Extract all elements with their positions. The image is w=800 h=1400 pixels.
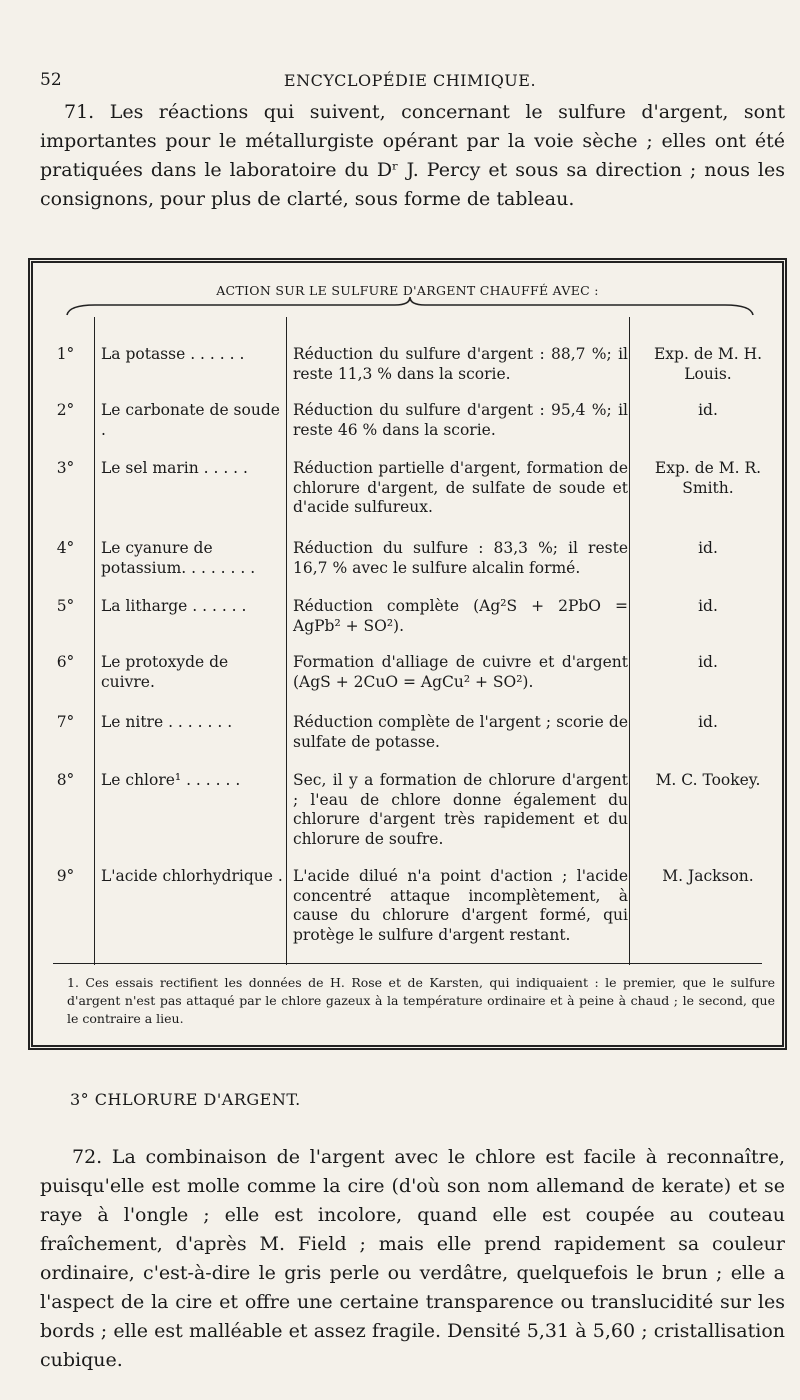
reagent: Le chlore¹ . . . . . . [101,771,241,789]
source: M. Jackson. [662,867,754,885]
column-divider [629,317,630,965]
paragraph-71: 71. Les réactions qui suivent, concernant le sulfure d'argent, sont importantes pour le métallurgiste opérant par la voie sèche ; elles ont été pratiquées dans le laboratoire du Dʳ J. Percy et sous sa direction ; nous les consignons, pour plus de clarté, sous forme de tableau. [40,101,785,210]
source: id. [698,653,718,671]
section-title: 3° CHLORURE D'ARGENT. [70,1090,301,1109]
row-number: 5° [56,597,75,615]
brace-icon [65,295,755,317]
result: Sec, il y a formation de chlorure d'argent ; l'eau de chlore donne également du chlorure d'argent très rapidement et du chlorure de soufre. [293,771,628,848]
source: id. [698,597,718,615]
result: Réduction du sulfure : 83,3 %; il reste 16,7 % avec le sulfure alcalin formé. [293,539,628,577]
paragraph-72: 72. La combinaison de l'argent avec le chlore est facile à reconnaître, puisqu'elle est molle comme la cire (d'où son nom allemand de kerate) et se raye à l'ongle ; elle est incolore, quand elle est coupée au couteau fraîchement, d'après M. Field ; mais elle prend rapidement sa couleur ordinaire, c'est-à-dire le gris perle ou verdâtre, quelquefois le brun ; elle a l'aspect de la cire et offre une certaine transparence ou translucidité sur les bords ; elle est malléable et assez fragile. Densité 5,31 à 5,60 ; cristallisation cubique. [40,1146,785,1371]
footnote: 1. Ces essais rectifient les données de H. Rose et de Karsten, qui indiquaient : le premier, que le sulfure d'argent n'est pas attaqué par le chlore gazeux à la température ordinaire et à peine à chaud ; le second, que le contraire a lieu. [67,975,775,1026]
reagent: La litharge . . . . . . [101,597,247,615]
row-number: 7° [56,713,75,731]
result: Réduction partielle d'argent, formation de chlorure d'argent, de sulfate de soude et d'acide sulfureux. [293,459,628,516]
row-number: 9° [56,867,75,885]
result: L'acide dilué n'a point d'action ; l'acide concentré attaque incomplètement, à cause du chlorure d'argent formé, qui protège le sulfure d'argent restant. [293,867,628,944]
reagent: La potasse . . . . . . [101,345,245,363]
source: M. C. Tookey. [655,771,761,789]
result: Réduction du sulfure d'argent : 88,7 %; il reste 11,3 % dans la scorie. [293,345,628,383]
row-number: 8° [56,771,75,789]
reaction-table [28,258,787,1050]
source: id. [698,401,718,419]
reagent: Le cyanure de potassium. . . . . . . . [101,539,256,577]
source: Exp. de M. H. Louis. [653,345,763,383]
row-number: 1° [56,345,75,363]
row-number: 6° [56,653,75,671]
result: Réduction du sulfure d'argent : 95,4 %; il reste 46 % dans la scorie. [293,401,628,439]
source: id. [698,539,718,557]
reagent: L'acide chlorhydrique . [101,867,283,885]
reagent: Le nitre . . . . . . . [101,713,233,731]
result: Réduction complète (Ag²S + 2PbO = AgPb² + SO²). [293,597,628,635]
row-number: 2° [56,401,75,419]
reagent: Le sel marin . . . . . [101,459,248,477]
row-number: 4° [56,539,75,557]
table-heading: ACTION SUR LE SULFURE D'ARGENT CHAUFFÉ AVEC : [216,283,599,298]
page-header [40,70,780,94]
running-title: ENCYCLOPÉDIE CHIMIQUE. [283,71,537,90]
row-number: 3° [56,459,75,477]
result: Réduction complète de l'argent ; scorie de sulfate de potasse. [293,713,628,751]
source: id. [698,713,718,731]
column-divider [286,317,287,965]
column-divider [94,317,95,965]
page-number: 52 [40,70,62,90]
result: Formation d'alliage de cuivre et d'argent (AgS + 2CuO = AgCu² + SO²). [293,653,628,691]
reagent: Le protoxyde de cuivre. [101,653,229,691]
source: Exp. de M. R. Smith. [654,459,762,497]
reagent: Le carbonate de soude . [101,401,280,439]
footnote-rule [53,963,762,964]
